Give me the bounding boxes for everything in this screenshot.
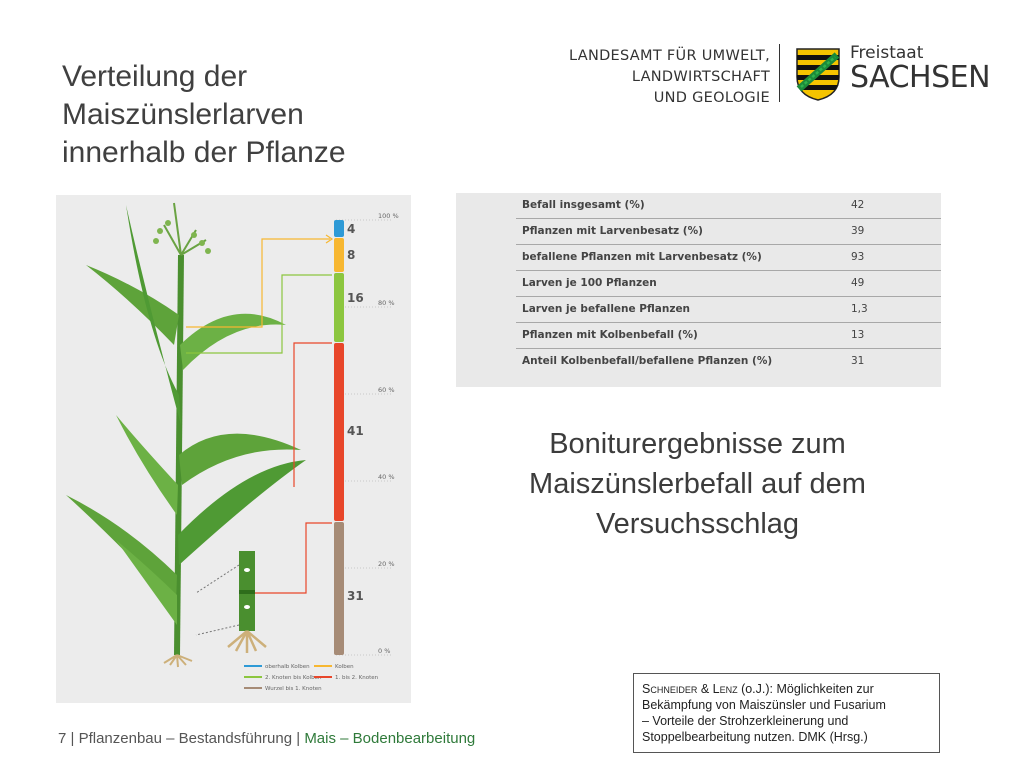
- tick-0: 0 %: [378, 647, 391, 655]
- reference-author-1: Schneider: [642, 682, 698, 696]
- tick-60: 60 %: [378, 386, 395, 394]
- row-value: 1,3: [851, 303, 868, 315]
- results-table: [456, 193, 941, 387]
- legend-root-node1: Wurzel bis 1. Knoten: [265, 686, 322, 692]
- agency-name: [540, 46, 770, 109]
- larvae-distribution-figure: [56, 195, 411, 703]
- bar-label-node1-node2: 41: [347, 424, 364, 438]
- reference-line-3: – Vorteile der Strohzerkleinerung und: [642, 714, 849, 728]
- table-row: [456, 271, 941, 297]
- agency-line-1: LANDESAMT FÜR UMWELT,: [569, 48, 770, 64]
- row-value: 93: [851, 251, 865, 263]
- reference-line-2: Bekämpfung von Maiszünsler und Fusarium: [642, 698, 886, 712]
- source-reference: [633, 673, 940, 753]
- legend-node2-cob: 2. Knoten bis Kolben: [265, 675, 322, 681]
- table-row: [456, 323, 941, 349]
- row-value: 39: [851, 225, 865, 237]
- caption-line-3: Versuchsschlag: [595, 508, 800, 540]
- row-label: Pflanzen mit Larvenbesatz (%): [522, 225, 703, 237]
- caption-line-2: Maiszünslerbefall auf dem: [529, 468, 866, 500]
- reference-author-2: Lenz: [712, 682, 738, 696]
- row-value: 49: [851, 277, 865, 289]
- slide-footer: [58, 730, 475, 747]
- logo-divider: [779, 44, 780, 102]
- results-caption: [480, 424, 915, 544]
- state-small: Freistaat: [850, 43, 924, 63]
- bar-label-above-cob: 4: [347, 222, 356, 236]
- reference-line-4: Stoppelbearbeitung nutzen. DMK (Hrsg.): [642, 730, 868, 744]
- row-label: Befall insgesamt (%): [522, 199, 645, 211]
- reference-line-1: [642, 681, 939, 697]
- row-label: Anteil Kolbenbefall/befallene Pflanzen (%): [522, 355, 773, 367]
- bar-segment-cob: [334, 238, 344, 272]
- bar-label-node2-cob: 16: [347, 291, 364, 305]
- saxony-crest-icon: [795, 47, 841, 101]
- agency-line-2: LANDWIRTSCHAFT: [631, 69, 770, 85]
- state-logo-text: [850, 44, 990, 94]
- bar-segment-root-node1: [334, 522, 344, 655]
- tick-40: 40 %: [378, 473, 395, 481]
- table-row: [456, 219, 941, 245]
- bar-segment-above-cob: [334, 220, 344, 237]
- bar-label-cob: 8: [347, 248, 356, 262]
- bar-label-root-node1: 31: [347, 589, 364, 603]
- legend-node1-node2: 1. bis 2. Knoten: [335, 675, 379, 681]
- legend-above-cob: oberhalb Kolben: [265, 664, 310, 670]
- title-line-2: Maiszünslerlarven: [62, 98, 304, 131]
- table-row: [456, 349, 941, 375]
- reference-amp: &: [697, 682, 713, 696]
- row-label: Larven je befallene Pflanzen: [522, 303, 691, 315]
- table-row: [456, 245, 941, 271]
- legend-cob: Kolben: [335, 664, 354, 670]
- agency-line-3: UND GEOLOGIE: [653, 90, 770, 106]
- title-line-3: innerhalb der Pflanze: [62, 136, 346, 169]
- tick-80: 80 %: [378, 299, 395, 307]
- title-line-1: Verteilung der: [62, 60, 248, 93]
- state-big: SACHSEN: [850, 60, 991, 95]
- plant-illustration: [56, 195, 411, 703]
- footer-highlight: Mais – Bodenbearbeitung: [304, 730, 476, 747]
- reference-year: (o.J.): Möglichkeiten zur: [737, 682, 874, 696]
- table-row: [456, 297, 941, 323]
- caption-line-1: Boniturergebnisse zum: [549, 428, 846, 460]
- row-value: 13: [851, 329, 865, 341]
- footer-prefix: 7 | Pflanzenbau – Bestandsführung |: [58, 730, 305, 747]
- row-label: Pflanzen mit Kolbenbefall (%): [522, 329, 698, 341]
- row-value: 31: [851, 355, 865, 367]
- tick-100: 100 %: [378, 212, 399, 220]
- row-value: 42: [851, 199, 865, 211]
- tick-20: 20 %: [378, 560, 395, 568]
- bar-segment-node1-node2: [334, 343, 344, 521]
- row-label: Larven je 100 Pflanzen: [522, 277, 657, 289]
- slide-title: [62, 58, 422, 172]
- table-row: [456, 193, 941, 219]
- row-label: befallene Pflanzen mit Larvenbesatz (%): [522, 251, 762, 263]
- bar-segment-node2-cob: [334, 273, 344, 342]
